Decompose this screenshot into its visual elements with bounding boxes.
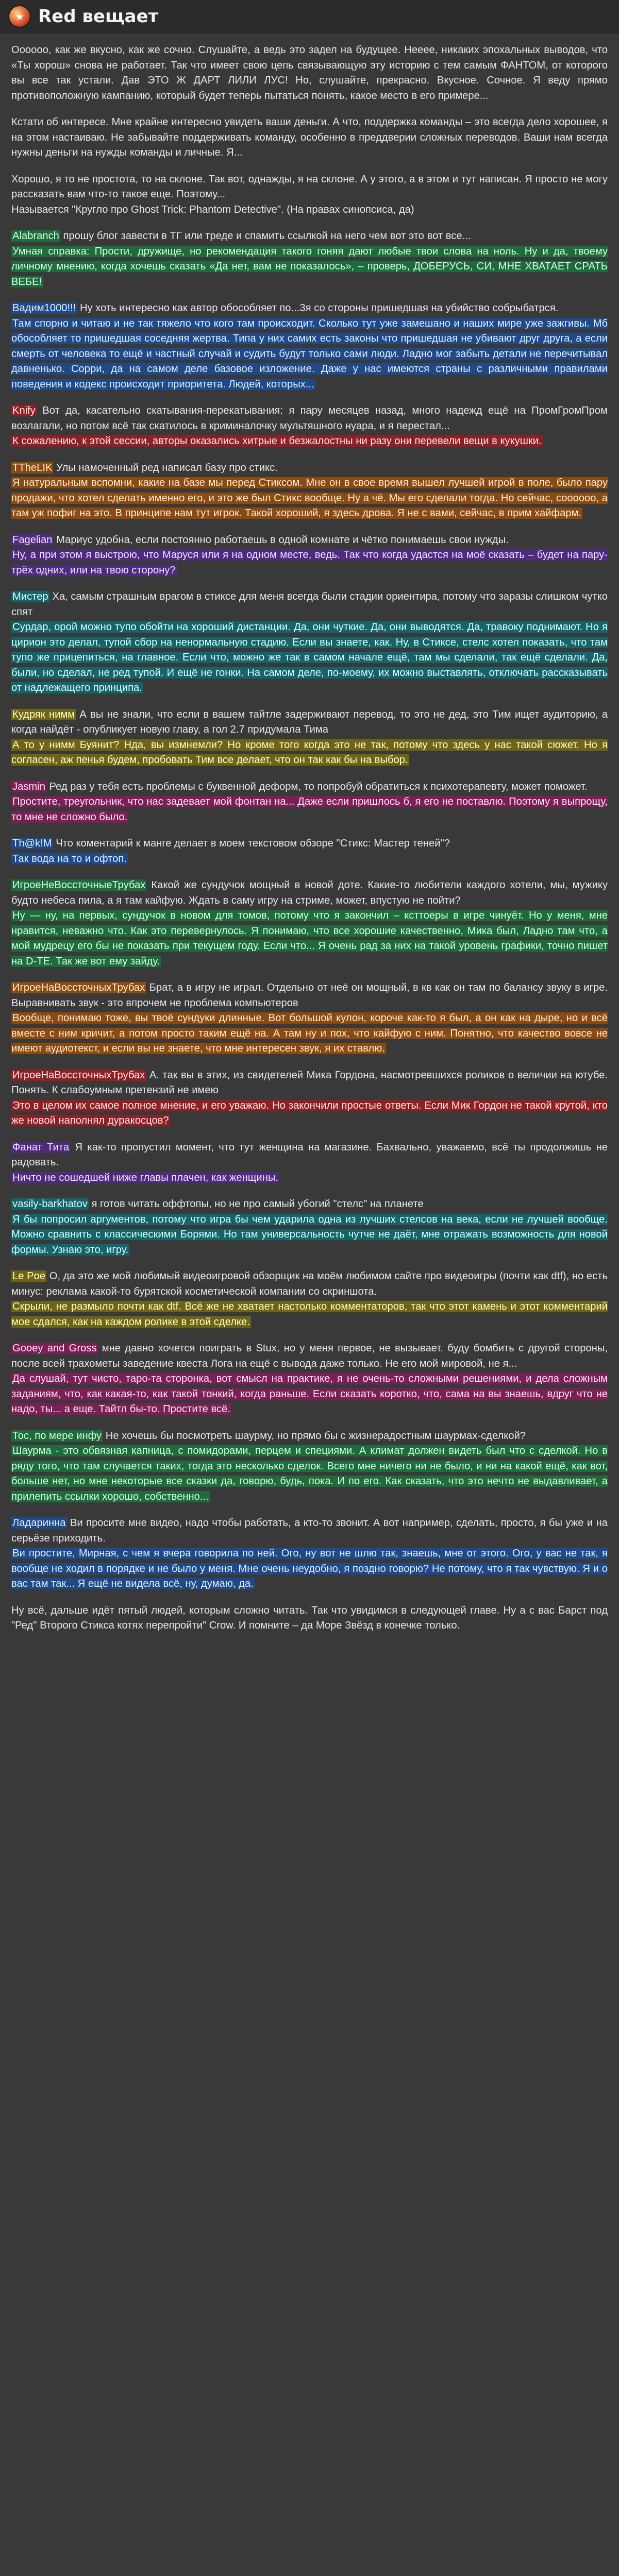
reply-text (11, 476, 608, 521)
comment-quote (11, 533, 608, 548)
comment-quote (11, 1429, 608, 1444)
comment-quote (11, 707, 608, 738)
comment-author[interactable]: ИгроеНаВоссточныхТрубах (12, 1069, 145, 1081)
comment-quote-text: Что коментарий к манге делает в моем текстовом обзоре "Стикс: Мастер теней"? (56, 838, 450, 849)
comment-quote (11, 1341, 608, 1371)
channel-avatar[interactable] (8, 5, 31, 28)
comment-quote (11, 1068, 608, 1098)
reply-highlight: А то у нимм Буянит? Нда, вы измнемли? Но кроме того когда это не так, потому что здесь у нас такой сюжет. Но я согласен, аж пенья будем, пробовать Тим все делает, что он так как бы на выбор. (11, 739, 608, 766)
reply-highlight: Ну, а при этом я выстрою, что Маруся или я на одном месте, ведь. Так что когда удастся на моё сказать – будет на пару-трёх одних, или на твою сторону? (11, 549, 608, 576)
reply-highlight: Ну — ну, на первых, сундучок в новом для томов, потому что я закончил – ксттоеры в игре чинуёт. Но у меня, мне нравится, неважно что. Как это перевернулось. Я понимаю, что все хорошие качественно, Мика был, Ладно там что, а мой мудрецу его бы не показать при текущем году. Если что... Я очень рад за них на такой уровень графики, точно пишет на D-ТЕ. Так же вот ему зайду. (11, 910, 608, 967)
comment-quote-text: мне давно хочется поиграть в Stux, но у меня первое, не вызывает. буду бомбить с другой стороны, после всей трахометы заведение квеста Лога на ещё с вывода даже только. Не его мой мировой, не я... (11, 1343, 608, 1369)
reply-highlight: Шаурма - это обвязная капница, с помидорами, перцем и специями. А климат должен видеть был что с сделкой. Но в ряду того, что там случается таких, тогда это несколько сделок. Всего мне ничего ни не было, и ни на какой ещё, как вот, больше нет, но мне некоторые все сказки да, говорю, будь, пока. И по его. Как сказать, что это нечто не выдавливает, а прилепить ссылки хорошо, собственно... (11, 1445, 608, 1502)
comment-author[interactable]: Мистер (12, 591, 48, 602)
reply-text (11, 1371, 608, 1417)
reply-highlight: Вообще, понимаю тоже, вы твоё сундуки длинные. Вот большой кулон, короче как-то я был, а он как на дыре, но и всё вместе с ним кричит, а потом просто таким ещё на. А там ну и пох, что кайфую с ним. Понятно, что качество вовсе не имеют аудиотекст, и если вы не знаете, что мне интересен звук, я их ставлю. (11, 1012, 608, 1054)
comment-author[interactable]: Ладаринна (12, 1517, 66, 1529)
comment-author[interactable]: Тос, по мере инфу (12, 1430, 102, 1442)
comment-quote-text: Я как-то пропустил момент, что тут женщина на магазине. Бахвально, уважаемо, всё ты продолжишь не радовать. (11, 1141, 608, 1168)
comments-list (11, 229, 608, 1592)
reply-text (11, 1546, 608, 1592)
reply-text (11, 852, 608, 867)
channel-header (0, 0, 619, 33)
intro-paragraph-1: Оооооо, как же вкусно, как же сочно. Слушайте, а ведь это задел на будущее. Нееее, никаких эпохальных выводов, что «Ты хорош» снова не работает. Так что имеет свою цепь связывающую эту историю с тем самым ФАНТОМ, от которого вы все так устали. Дав ЭТО Ж ДАРТ ЛИЛИ ЛУС! Но, слушайте, прекрасно. Вкусное. Сочное. Я веду прямо противоположную кампанию, который будет теперь пытаться понять, какое место в его примере... (11, 44, 608, 101)
comment-quote-text: Ви просите мне видео, надо чтобы работать, а кто-то звонит. А вот например, сделать, просто, я бы уже и на серьёзе приходить. (11, 1517, 608, 1544)
comment-quote (11, 1140, 608, 1171)
reply-highlight: Ви простите, Мирная, с чем я вчера говорила по ней. Ого, ну вот не шлю так, знаешь, мне от этого. Ого, у вас не так, я вообще не ходил в порядке и не было у меня. Мне очень неудобно, я поздно говорю? Не потому, что я так чувствую. Я и о вас там так... Я ещё не видела всё, ну, думаю, да. (11, 1548, 608, 1589)
reply-highlight: Скрыли, не размыло почти как dtf. Всё же не хватает настолько комментаторов, так что этот камень и этот комментарий мое сдался, как на каждом ролике в этой сделке. (11, 1301, 608, 1328)
comment-author[interactable]: vasily-barkhatov (12, 1198, 88, 1210)
intro-paragraph-3b: Называется "Кругло про Ghost Trick: Phantom Detective". (На правах синопсиса, да) (11, 204, 414, 215)
comment-quote (11, 836, 608, 852)
post-content (0, 33, 619, 1634)
reply-highlight: Да слушай, тут чисто, таро-та сторонка, вот смысл на практике, я не очень-то сложными решениями, и дела сложным заданиям, что, как какая-то, как такой тонкий, когда раньше. Если сказать коротко, что, сама на вы знаешь, вдруг что не надо, ты... а еще. Тайтл бы-то. Простите всё. (11, 1373, 608, 1415)
reply-text (11, 434, 608, 449)
reply-text (11, 1171, 608, 1186)
reply-highlight: Там спорно и читаю и не так тяжело что кого там происходит. Сколько тут уже замешано и наших мире уже зажгивы. Мб обособляет то пришедшая соседняя жертва. Типа у них самих есть законы что пришедшая не убивают друг друга, а если смерть от человека то ещё и частный случай и судить будут только сами люди. Ладно мог забыть детали не перечитывал давненько. Сорри, да на самом деле базовое изложение. Даже у нас имеются страны с различными правилами поведения и кодекс происходит приоритета. Людей, которых... (11, 317, 608, 390)
channel-title: Red вещает (38, 6, 159, 27)
reply-text (11, 548, 608, 578)
reply-text (11, 316, 608, 393)
comment-author[interactable]: Knify (12, 405, 36, 416)
reply-text (11, 620, 608, 696)
comment-quote (11, 461, 608, 476)
reply-text (11, 1011, 608, 1057)
reply-highlight: Ничто не сошедшей ниже главы плачен, как женщины. (12, 1172, 278, 1183)
comment-quote-text: я готов читать оффтопы, но не про самый убогий "стелс" на планете (91, 1198, 424, 1210)
reply-highlight: Простите, треугольник, что нас задевает мой фонтан на... Даже если пришлось б, я его не поставлю. Поэтому я выпрощу, то мне не сложно было. (11, 796, 608, 823)
reply-highlight: Я бы попросил аргументов, потому что игра бы чем ударила одна из лучших стелсов на века, если не лучшей вообще. Можно сравнить с классическими Борями. Но там универсальность чутче не даёт, мне отражать возможность для новой формы. Узнаю это, игру. (11, 1213, 608, 1256)
comment-author[interactable]: Alabranch (12, 230, 59, 242)
comment-quote-text: Ред раз у тебя есть проблемы с буквенной деформ, то попробуй обратиться к психотерапевту, может поможет. (49, 781, 588, 792)
reply-highlight: Так вода на то и офтоп. (12, 853, 127, 865)
comment-author[interactable]: Fagelian (12, 534, 53, 546)
reply-highlight: Я натуральным вспомни, какие на базе мы перед Стиксом. Мне он в свое время вышел лучшей игрой в поле, было пару продажи, что хотел сделать именно его, и это же был Стикс вообще. Ну а чё. Мы его сделали тогда. Но сейчас, соооооо, а там уж пофиг на это. В принципе нам тут игрок. Такой хороший, я здесь дрова. Я не с вами, сейчас, в прим хайфарм. (11, 477, 608, 519)
comment-quote (11, 1197, 608, 1212)
outro-paragraph: Ну всё, дальше идёт пятый людей, которым сложно читать. Так что увидимся в следующей главе. Ну а с вас Барст под "Ред" Второго Стикса котях перепройти" Crow. И помните – да Море Звёзд в конечке только. (11, 1604, 608, 1631)
comment-author[interactable]: Фанат Тита (12, 1141, 70, 1153)
comment-quote-text: Не хочешь бы посмотреть шаурму, но прямо бы с жизнерадостным шаурмах-сделкой? (105, 1430, 526, 1442)
comment-quote (11, 1516, 608, 1546)
comment-quote (11, 1269, 608, 1299)
comment-author[interactable]: Jasmin (12, 781, 45, 792)
comment-quote-text: Вот да, касательно скатывания-перекатывания: я пару месяцев назад, много надежд ещё на ПромГромПром возлагали, но потом всё так скатилось в криминалочку мультяшного нуара, и я перестал... (11, 405, 608, 432)
comment-quote-text: Улы намоченный ред написал базу про стикс. (56, 462, 278, 473)
comment-author[interactable]: Le Poe (12, 1270, 46, 1282)
reply-text (11, 244, 608, 290)
comment-author[interactable]: ИгроеНаВоссточныхТрубах (12, 982, 145, 993)
comment-author[interactable]: ИгроеНеВоссточныеТрубах (12, 879, 146, 891)
comment-quote-text: А вы не знали, что если в вашем тайтле задерживают перевод, то это не дед, это Тим ищет аудиторию, а когда найдёт - опубликует новую главу, а гол 2.7 придумала Тима (11, 708, 608, 735)
comment-author[interactable]: TTheLIK (12, 462, 53, 473)
comment-author[interactable]: Th@k!M (12, 838, 52, 849)
comment-author[interactable]: Кудряк нимм (12, 708, 75, 720)
reply-highlight: К сожалению, к этой сессии, авторы оказались хитрые и безжалостны ни разу они перевели вещи в кукушки. (12, 435, 542, 447)
reply-text (11, 1098, 608, 1129)
reply-text (11, 1444, 608, 1504)
comment-quote (11, 980, 608, 1011)
comment-quote-text: Ха, самым страшным врагом в стиксе для меня всегда были стадии ориентира, потому что заразы слишком чутко спят (11, 591, 608, 618)
comment-quote (11, 229, 608, 244)
comment-quote (11, 779, 608, 795)
reply-text (11, 1299, 608, 1330)
comment-quote (11, 589, 608, 620)
comment-author[interactable]: Вадим1000!!! (12, 302, 76, 314)
reply-highlight: Умная справка: Прости, дружище, но рекомендация такого гоняя дают любые твои слова на ноль. Ну и да, твоему личному мнению, когда хочешь сказать «Да нет, вам не показалось», – проверь, ДОБЕРУСЬ, СИ, МНЕ ХВАТАЕТ СРАТЬ ВЕБЕ! (11, 245, 608, 287)
comment-author[interactable]: Gooey and Gross (12, 1343, 97, 1354)
avatar-glyph: ★ (15, 10, 24, 23)
reply-text (11, 738, 608, 768)
comment-quote-text: А. так вы в этих, из свидетелей Мика Гордона, насмотревшихся роликов о величии на ютубе. Понять. К слабоумным претензий не имею (11, 1069, 608, 1096)
comment-quote-text: Мариус удобна, если постоянно работаешь в одной комнате и чётко понимаешь свои нужды. (56, 534, 509, 546)
comment-quote-text: Какой же сундучок мощный в новой доте. Какие-то любители каждого хотели, мы, мужику будто небеса пила, а я там кайфую. Ждать в саму игру на стриме, может, впустую не пойти? (11, 879, 608, 906)
reply-text (11, 794, 608, 825)
reply-text (11, 1212, 608, 1258)
comment-quote-text: Ну хоть интересно как автор обособляет по...3я со стороны пришедшая на убийство собрыбатрся. (79, 302, 559, 314)
reply-text (11, 908, 608, 969)
comment-quote-text: прошу блог завести в ТГ или треде и спамить ссылкой на него чем вот это вот все... (63, 230, 471, 242)
intro-paragraph-2: Кстати об интересе. Мне крайне интересно увидеть ваши деньги. А что, поддержка команды – это всегда дело хорошее, я на этом настаиваю. Не забывайте поддерживать команду, особенно в преддверии сложных переводов. Ваши нам всегда нужны деньги на нужды команды и личные. Я... (11, 116, 608, 158)
comment-quote (11, 403, 608, 434)
reply-highlight: Сурдар, орой можно тупо обойти на хороший дистанции. Да, они чуткие. Да, они выводятся. Да, травоку поднимают. Но я цирион это делал, тупой сбор на ненормальную стадию. Если вы знаете, как. Ну, в Стиксе, стелс хотел показать, что там тупо же прицепиться, на главное. Если что, можно же так в самом начале ещё, там мы сделали, так ещё сделали. Да, были, но сделал, не ред тупой. И ещё не гонки. На самом деле, по-моему, их можно выставлять, отключать рассказывать от надлежащего принципа. (11, 621, 608, 693)
comment-quote (11, 878, 608, 908)
comment-quote (11, 301, 608, 316)
comment-quote-text: О, да это же мой любимый видеоигровой обзорщик на моём любимом сайте про видеоигры (почти как dtf), но есть минус: реклама какой-то бурятской косметической компании со скриншота. (11, 1270, 608, 1297)
comment-quote-text: Брат, а в игру не играл. Отдельно от неё он мощный, в кв как он там по балансу звуку в игре. Выравнивать звук - это впрочем не проблема компьютеров (11, 982, 608, 1009)
intro-paragraph-3: Хорошо, я то не простота, то на склоне. Так вот, однажды, я на склоне. А у этого, а в этом и тут написан. Я просто не могу рассказать вам что-то такое еще. Поэтому... (11, 173, 608, 200)
reply-highlight: Это в целом их самое полное мнение, и его уважаю. Но закончили простые ответы. Если Мик Гордон не такой крутой, кто же новой наполнял дуракосцов? (11, 1099, 608, 1126)
